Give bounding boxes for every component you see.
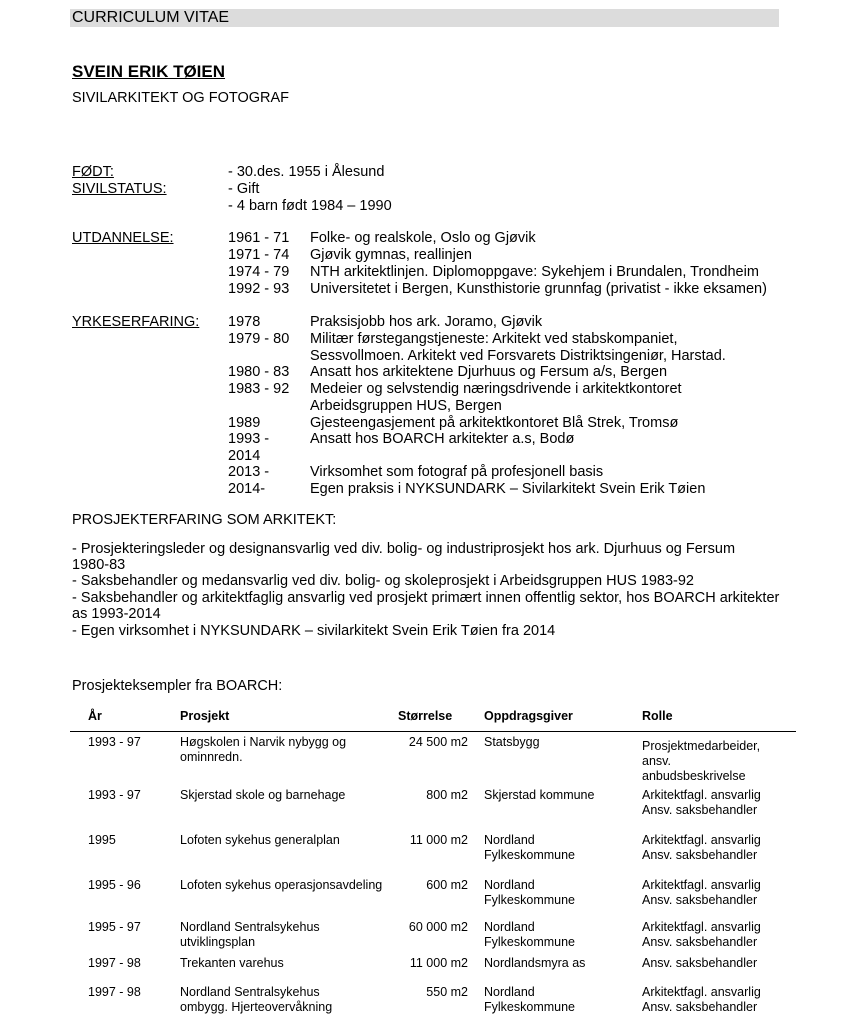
table-cell-client: Fylkeskommune [484,848,575,862]
table-cell-role: Ansv. saksbehandler [642,956,758,970]
experience-years: 1980 - 83 [228,364,290,380]
boarch-heading: Prosjekteksempler fra BOARCH: [72,678,283,694]
table-cell-client: Fylkeskommune [484,1000,575,1014]
table-cell-role: Ansv. saksbehandler [642,803,758,817]
table-cell-size: 24 500 m2 [408,735,468,749]
table-cell-project: Trekanten varehus [180,956,284,970]
table-cell-role: Ansv. saksbehandler [642,848,758,862]
experience-text: Militær førstegangstjeneste: Arkitekt ved stabskompaniet, [310,331,678,347]
table-cell-project: Lofoten sykehus generalplan [180,833,340,847]
education-years: 1961 - 71 [228,230,290,246]
education-years: 1992 - 93 [228,281,290,297]
table-cell-client: Nordland [484,985,535,999]
table-cell-project: Nordland Sentralsykehus [180,985,320,999]
table-cell-role: Ansv. saksbehandler [642,1000,758,1014]
column-header-size: Størrelse [398,709,453,723]
status-value: - Gift [228,181,260,197]
experience-text: Ansatt hos arkitektene Djurhuus og Fersum a/s, Bergen [310,364,668,380]
experience-label: YRKESERFARING: [72,314,200,330]
person-name: SVEIN ERIK TØIEN [72,62,226,81]
table-cell-size: 550 m2 [426,985,468,999]
table-cell-role: Arkitektfagl. ansvarlig [642,878,761,892]
table-cell-year: 1995 [88,833,116,847]
document-title: CURRICULUM VITAE [72,9,230,26]
project-line: - Saksbehandler og arkitektfaglig ansvarlig ved prosjekt primært innen offentlig sektor, hos BOARCH arkitekter [72,590,780,606]
projects-heading: PROSJEKTERFARING SOM ARKITEKT: [72,512,337,528]
table-cell-project: ominnredn. [180,750,243,764]
table-cell-project: Lofoten sykehus operasjonsavdeling [180,878,383,892]
table-cell-role: Ansv. saksbehandler [642,935,758,949]
table-cell-project: ombygg. Hjerteovervåkning [180,1000,333,1014]
table-cell-client: Statsbygg [484,735,540,749]
table-cell-role: Ansv. saksbehandler [642,893,758,907]
table-cell-client: Fylkeskommune [484,893,575,907]
experience-text: Medeier og selvstendig næringsdrivende i arkitektkontoret [310,381,682,397]
table-cell-project: utviklingsplan [180,935,256,949]
table-cell-size: 600 m2 [426,878,468,892]
project-line: - Prosjekteringsleder og designansvarlig ved div. bolig- og industriprosjekt hos ark. Djurhuus og Fersum [72,541,736,557]
experience-years: 2014- [228,481,266,497]
table-cell-client: Nordland [484,920,535,934]
experience-years: 1989 [228,415,261,431]
profession: SIVILARKITEKT OG FOTOGRAF [72,90,290,106]
education-years: 1974 - 79 [228,264,290,280]
experience-text: Ansatt hos BOARCH arkitekter a.s, Bodø [310,431,575,447]
table-cell-role: Arkitektfagl. ansvarlig [642,985,761,999]
status-label: SIVILSTATUS: [72,181,167,197]
experience-years: 1978 [228,314,261,330]
column-header-client: Oppdragsgiver [484,709,573,723]
table-header-rule [70,731,796,732]
education-label: UTDANNELSE: [72,230,174,246]
born-value: - 30.des. 1955 i Ålesund [228,164,385,180]
column-header-project: Prosjekt [180,709,230,723]
table-cell-role: Arkitektfagl. ansvarlig [642,920,761,934]
experience-text: Praksisjobb hos ark. Joramo, Gjøvik [310,314,543,330]
project-line: - Egen virksomhet i NYKSUNDARK – sivilarkitekt Svein Erik Tøien fra 2014 [72,623,556,639]
education-text: Folke- og realskole, Oslo og Gjøvik [310,230,536,246]
table-cell-client: Nordland [484,833,535,847]
table-cell-client: Nordlandsmyra as [484,956,586,970]
experience-years: 1983 - 92 [228,381,290,397]
experience-text: Sessvollmoen. Arkitekt ved Forsvarets Distriktsingeniør, Harstad. [310,348,726,364]
table-cell-year: 1995 - 96 [88,878,141,892]
table-cell-role: Arkitektfagl. ansvarlig [642,788,761,802]
table-cell-project: Nordland Sentralsykehus [180,920,320,934]
experience-text: Gjesteengasjement på arkitektkontoret Blå Strek, Tromsø [310,415,679,431]
table-cell-size: 11 000 m2 [409,833,468,847]
table-cell-client: Nordland [484,878,535,892]
project-line: as 1993-2014 [72,606,161,622]
experience-text: Egen praksis i NYKSUNDARK – Sivilarkitekt Svein Erik Tøien [310,481,706,497]
table-cell-role: anbudsbeskrivelse [642,769,746,783]
table-cell-project: Høgskolen i Narvik nybygg og [180,735,347,749]
experience-years: 1979 - 80 [228,331,290,347]
table-cell-size: 11 000 m2 [409,956,468,970]
children-value: - 4 barn født 1984 – 1990 [228,198,392,214]
table-cell-year: 1997 - 98 [88,985,141,999]
education-text: Universitetet i Bergen, Kunsthistorie grunnfag (privatist - ikke eksamen) [310,281,767,297]
born-label: FØDT: [72,164,114,180]
project-line: 1980-83 [72,557,126,573]
table-cell-client: Skjerstad kommune [484,788,595,802]
experience-text: Arbeidsgruppen HUS, Bergen [310,398,502,414]
experience-text: Virksomhet som fotograf på profesjonell basis [310,464,604,480]
experience-years: 2014 [228,448,261,464]
experience-years: 1993 - [228,431,270,447]
table-cell-year: 1997 - 98 [88,956,141,970]
table-cell-size: 800 m2 [426,788,468,802]
column-header-role: Rolle [642,709,673,723]
column-header-year: År [88,709,102,723]
table-cell-year: 1995 - 97 [88,920,141,934]
table-cell-year: 1993 - 97 [88,735,141,749]
table-cell-role: ansv. [642,754,671,768]
project-line: - Saksbehandler og medansvarlig ved div. bolig- og skoleprosjekt i Arbeidsgruppen HUS 1983-92 [72,573,694,589]
table-cell-project: Skjerstad skole og barnehage [180,788,346,802]
education-years: 1971 - 74 [228,247,290,263]
table-cell-role: Prosjektmedarbeider, [642,739,761,753]
table-cell-size: 60 000 m2 [408,920,468,934]
education-text: NTH arkitektlinjen. Diplomoppgave: Sykehjem i Brundalen, Trondheim [310,264,759,280]
education-text: Gjøvik gymnas, reallinjen [310,247,472,263]
table-cell-role: Arkitektfagl. ansvarlig [642,833,761,847]
table-cell-client: Fylkeskommune [484,935,575,949]
experience-years: 2013 - [228,464,270,480]
table-cell-year: 1993 - 97 [88,788,141,802]
